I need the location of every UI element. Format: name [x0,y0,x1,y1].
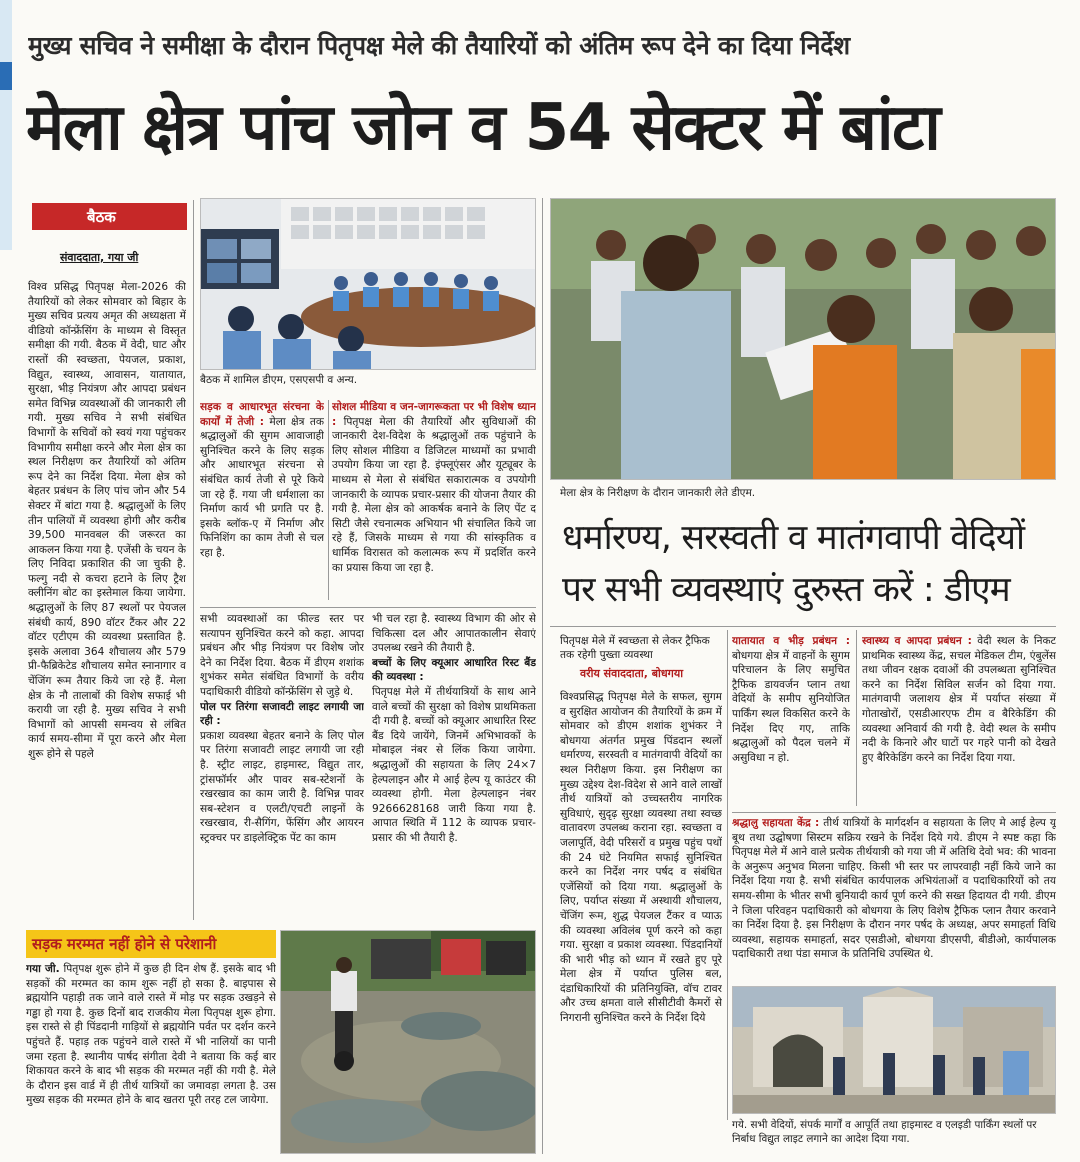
social-lead: सोशल मीडिया व जन-जागरूकता पर भी विशेष ध्यान : [332,401,536,428]
summary-text: पितृपक्ष मेले में स्वच्छता से लेकर ट्रैफिक तक रहेगी पुख्ता व्यवस्था [560,635,710,661]
left-col-3 [332,400,536,600]
left-col-3b [372,612,536,920]
right-col-3 [862,634,1056,810]
health-right-text: वेदी स्थल के निकट प्राथमिक स्वास्थ्य केंद्र, सचल मेडिकल टीम, एंबुलेंस तथा जीवन रक्षक दवाओं की उपलब्धता सुनिश्चित करने का निर्देश सिविल सर्जन को दिया गया. मातंगवापी जलाशय क्षेत्र में पर्याप्त संख्या में गोताखोरों, एसडीआरएफ टीम व बैरिकेडिंग की व्यवस्था अनिवार्य की गयी है. वेदी स्थल के समीप नदी के किनारे और घाटों पर गहरे पानी को देखते हुए बैरिकेडिंग करने का निर्देश दिया गया. [862,635,1056,764]
byline-left: संवाददाता, गया जी [60,251,139,264]
left-edge-strip [0,0,12,250]
col-divider [856,630,857,806]
col-divider [328,400,329,600]
section-tag [32,203,187,230]
inspection-photo [550,198,1056,480]
road-title: सड़क मरम्मत नहीं होने से परेशानी [32,935,217,953]
meeting-photo-caption: बैठक में शामिल डीएम, एसएसपी व अन्य. [200,374,358,386]
health-lead: स्वास्थ्य व आपदा प्रबंधन : [862,635,972,647]
left-edge-mark [0,62,12,90]
left-col-2 [200,400,324,600]
infra-text: मेला क्षेत्र तक श्रद्धालुओं की सुगम आवाजाही सुनिश्चित करने के लिए सड़क और आधारभूत संरचना से संबंधित कार्य तेजी से पूरे किये जा रहे हैं. गया जी धर्मशाला का निर्माण कार्य भी प्रगति पर है. इसके ब्लॉक-ए में निर्माण और फिनिशिंग का काम तेजी से चल रहा है. [200,415,324,559]
road-body: पितृपक्ष शुरू होने में कुछ ही दिन शेष हैं. इसके बाद भी सड़कों की मरम्मत का काम शुरू नहीं हो सका है. बाइपास से ब्रह्मयोनि पहाड़ी तक जाने वाले रास्ते में मोड़ पर सड़क उखड़ने से गड्ढा हो गया है. कुछ दिनों बाद राजकीय मेला पितृपक्ष शुरू होगा. इस रास्ते से ही पिंडदानी गाड़ियों से ब्रह्मयोनि पर्वत पर दर्शन करने पहुंचते हैं. पहाड़ तक पहुंचने वाले रास्ते में भी नालियों का पानी जमा रहता है. स्थानीय पार्षद संगीता देवी ने बताया कि कई बार शिकायत करने के बाद भी सड़क की मरम्मत नहीं की गयी है. मेले के दौरान इस वार्ड में ही तीर्थ यात्रियों का जमावड़ा लगता है. उस मुख्य सड़क की मरम्मत होने के बाद खतरा पूरी तरह टल जायेगा. [26,963,276,1107]
helpdesk-lead: श्रद्धालु सहायता केंद्र : [732,817,820,829]
traffic-text: बोधगया क्षेत्र में वाहनों के सुगम परिचालन के लिए समुचित ट्रैफिक डायवर्जन प्लान तथा वेदियों के समीप सुनियोजित पार्किंग स्थल विकसित करने के निर्देश दिए गए, ताकि श्रद्धालुओं को पैदल चलने में असुविधा न हो. [732,649,850,764]
road-text [26,962,276,1154]
inspection-caption: मेला क्षेत्र के निरीक्षण के दौरान जानकारी लेते डीएम. [560,487,756,499]
social-text: पितृपक्ष मेला की तैयारियों और सुविधाओं की जानकारी देश-विदेश के श्रद्धालुओं तक पहुंचाने के लिए सोशल मीडिया व डिजिटल माध्यमों का प्रभावी उपयोग किया जा रहा है. इंफ्लूएंसर और यूट्यूबर के माध्यम से मेला से संबंधित सकारात्मक व उपयोगी जानकारी के व्यापक प्रचार-प्रसार की योजना तैयार की गयी है. मेला क्षेत्र को आकर्षक बनाने के लिए पेंट द सिटी जैसे रचनात्मक अभियान भी संचालित किये जा रहे हैं, जिसके माध्यम से गया की सांस्कृतिक व धार्मिक विरासत को कलात्मक रूप में प्रदर्शित करने का प्रयास किया जा रहा है. [332,415,536,574]
meeting-photo [200,198,536,370]
right-col-1: विश्वप्रसिद्ध पितृपक्ष मेले के सफल, सुगम व सुरक्षित आयोजन की तैयारियों के क्रम में सोमवार को डीएम शशांक शुभंकर ने बोधगया अंतर्गत प्रमुख पिंडदान स्थलों धर्मारण्य, सरस्वती व मातंगवापी वेदियों का स्थल निरीक्षण किया. इस निरीक्षण का मुख्य उद्देश्य देश-विदेश से आने वाले लाखों तीर्थ यात्रियों को उच्चस्तरीय नागरिक सुविधाएं, सुदृढ़ सुरक्षा व्यवस्था तथा स्वच्छ वातावरण उपलब्ध कराना रहा. स्वच्छता व जलापूर्ति, वेदी परिसरों व प्रमुख पहुंच पथों की 24 घंटे नियमित सफाई सुनिश्चित करने का निर्देश नगर पर्षद व संबंधित एजेंसियों को दिया गया. श्रद्धालुओं के लिए, पर्याप्त संख्या में अस्थायी शौचालय, चेंजिंग रूम, शुद्ध पेयजल टैंकर व प्याऊ की व्यवस्था अविलंब पूर्ण करने को कहा गया. सुरक्षा व प्रकाश व्यवस्था. पिंडदानियों की भारी भीड़ को ध्यान में रखते हुए पूरे मेला क्षेत्र में पर्याप्त पुलिस बल, दंडाधिकारियों की प्रतिनियुक्ति, वॉच टावर और उच्च क्षमता वाले सीसीटीवी कैमरों से निगरानी सुनिश्चित करने के निर्देश दिये [560,691,722,1025]
road-photo [280,930,536,1154]
headline: मेला क्षेत्र पांच जोन व 54 सेक्टर में बांटा [26,91,940,165]
section-divider [542,198,543,1154]
right-wide [732,816,1056,982]
verification-text: सभी व्यवस्थाओं का फील्ड स्तर पर सत्यापन सुनिश्चित करने को कहा. आपदा प्रबंधन और भीड़ नियंत्रण पर विशेष जोर देने का निर्देश दिया. बैठक में डीएम शशांक शुभंकर समेत संबंधित विभागों के वरीय पदाधिकारी वीडियो कॉन्फ्रेंसिंग से जुड़े थे. [200,613,364,698]
byline-right: वरीय संवाददाता, बोधगया [580,667,684,680]
kicker: मुख्य सचिव ने समीक्षा के दौरान पितृपक्ष मेले की तैयारियों को अंतिम रूप देने का दिया निर्देश [28,31,850,60]
road-title-bar [26,930,276,958]
row-divider [200,607,536,608]
qr-text: पितृपक्ष मेले में तीर्थयात्रियों के साथ आने वाले बच्चों की सुरक्षा को विशेष प्राथमिकता दी गयी है. बच्चों को क्यूआर आधारित रिस्ट बैंड दिये जायेंगे, जिनमें अभिभावकों के मोबाइल नंबर से लिंक किया जायेगा. श्रद्धालुओं की सहायता के लिए 24×7 हेल्पलाइन और मे आई हेल्प यू काउंटर की व्यवस्था होगी. मेला हेल्पलाइन नंबर 9266628168 जारी किया गया है. आपात स्थिति में 112 के व्यापक प्रचार-प्रसार की भी तैयारी है. [372,685,536,844]
traffic-lead: यातायात व भीड़ प्रबंधन : [732,635,850,647]
infra-lead: सड़क व आधारभूत संरचना के कार्यों में तेजी : [200,401,324,428]
section-tag-label: बैठक [87,208,116,226]
col-divider [727,630,728,1120]
lights-text: प्रकाश व्यवस्था बेहतर बनाने के लिए पोल पर तिरंगा सजावटी लाइट लगायी जा रही है. स्ट्रीट लाइट, हाइमास्ट, विद्युत तार, ट्रांसफॉर्मर और पावर सब-स्टेशनों के रखरखाव का काम जारी है. विभिन्न पावर सब-स्टेशन व एलटी/एचटी लाइनों के रखरखाव, री-सैगिंग, फेंसिंग और आयरन स्ट्रक्चर पर डाइलेक्ट्रिक पेंट का काम [200,729,364,844]
right-col-2 [732,634,850,810]
road-dateline: गया जी. [26,963,60,975]
qr-head: बच्चों के लिए क्यूआर आधारित रिस्ट बैंड की व्यवस्था : [372,656,536,684]
temple-photo [732,986,1056,1114]
right-headline: धर्मारण्य, सरस्वती व मातंगवापी वेदियों पर सभी व्यवस्थाएं दुरुस्त करें : डीएम [562,518,1025,610]
row-divider [732,812,1056,813]
lights-head: पोल पर तिरंगा सजावटी लाइट लगायी जा रही : [200,700,364,728]
bottom-caption: गये. सभी वेदियों, संपर्क मार्गों व आपूर्ति तथा हाइमास्ट व एलइडी पार्किंग स्थलों पर निर्बाध विद्युत लाइट लगाने का आदेश दिया गया. [732,1119,1037,1145]
health-text: भी चल रहा है. स्वास्थ्य विभाग की ओर से चिकित्सा दल और आपातकालीन सेवाएं उपलब्ध रखने की तैयारी है. [372,613,536,655]
left-col-2b [200,612,364,920]
summary-box [560,634,722,662]
helpdesk-text: तीर्थ यात्रियों के मार्गदर्शन व सहायता के लिए मे आई हेल्प यू बूथ तथा उद्घोषणा सिस्टम सक्रिय रखने के निर्देश दिये गये. डीएम ने स्पष्ट कहा कि पितृपक्ष मेले में आने वाले प्रत्येक तीर्थयात्री को गया जी में अतिथि देवो भव: की भावना के अनुरूप अनुभव मिलना चाहिए. किसी भी स्तर पर लापरवाही नहीं किये जाने का निर्देश दिया गया है. सभी संबंधित कार्यपालक अभियंताओं व पदाधिकारियों को तय समय-सीमा के भीतर सभी बुनियादी कार्य पूर्ण करने की सख्त हिदायत दी गयी. डीएम ने जिला परिवहन पदाधिकारी को बोधगया के लिए विशेष ट्रैफिक प्लान तैयार करवाने का निर्देश दिया है. इस निरीक्षण के दौरान नगर पर्षद के अध्यक्ष, अपर समाहर्ता विधि व्यवस्था, सहायक समाहर्ता, सदर एसडीओ, बोधगया डीएसपी, बीडीओ, कार्यपालक पदाधिकारी तथा पंडा समाज के प्रतिनिधि उपस्थित थे. [732,817,1056,961]
row-divider [550,626,1056,627]
left-col-1: विश्व प्रसिद्ध पितृपक्ष मेला-2026 की तैयारियों को लेकर सोमवार को बिहार के मुख्य सचिव प्रत्यय अमृत की अध्यक्षता में वीडियो कॉन्फ्रेंसिंग के माध्यम से विस्तृत समीक्षा की गयी. बैठक में वेदी, घाट और रास्तों की स्वच्छता, पेयजल, प्रकाश, विद्युत, स्वास्थ्य, आवासन, यातायात, सुरक्षा, भीड़ नियंत्रण और आपदा प्रबंधन समेत विभिन्न व्यवस्थाओं की जानकारी ली गयी. मुख्य सचिव ने सभी संबंधित विभागों के सचिवों को स्वयं गया पहुंचकर विभागीय समीक्षा करने और मेला क्षेत्र का स्थल निरीक्षण कर तैयारियों को अंतिम रूप देने का निर्देश दिया. मेला क्षेत्र को बेहतर प्रबंधन के लिए पांच जोन और 54 सेक्टर में बांटा गया है. श्रद्धालुओं के लिए तीन पालियों में व्यवस्था होगी और करीब 39,500 मानवबल की जरूरत का आकलन किया गया है. एजेंसी के चयन के लिए निविदा प्रकाशित की जा चुकी है. फल्गु नदी से कचरा हटाने के लिए ट्रैश क्लीनिंग बोट का इस्तेमाल किया जायेगा. श्रद्धालुओं के लिए 87 स्थलों पर पेयजल संबंधी कार्य, 890 वॉटर टैंकर और 22 वॉटर एटीएम की व्यवस्था प्रस्तावित है. इसके अलावा 364 शौचालय और 579 प्री-फैब्रिकेटेड शौचालय समेत स्नानागार व चेंजिंग रूम तैयार किये जा रहे हैं. मेला क्षेत्र के नौ तालाबों की विशेष सफाई भी करायी जा रही है. मुख्य सचिव ने सभी विभागों को आपसी समन्वय से लंबित कार्य समय-सीमा में पूरा करने और मेला शुरू होने से पहले [28,281,186,760]
col-divider [193,200,194,920]
